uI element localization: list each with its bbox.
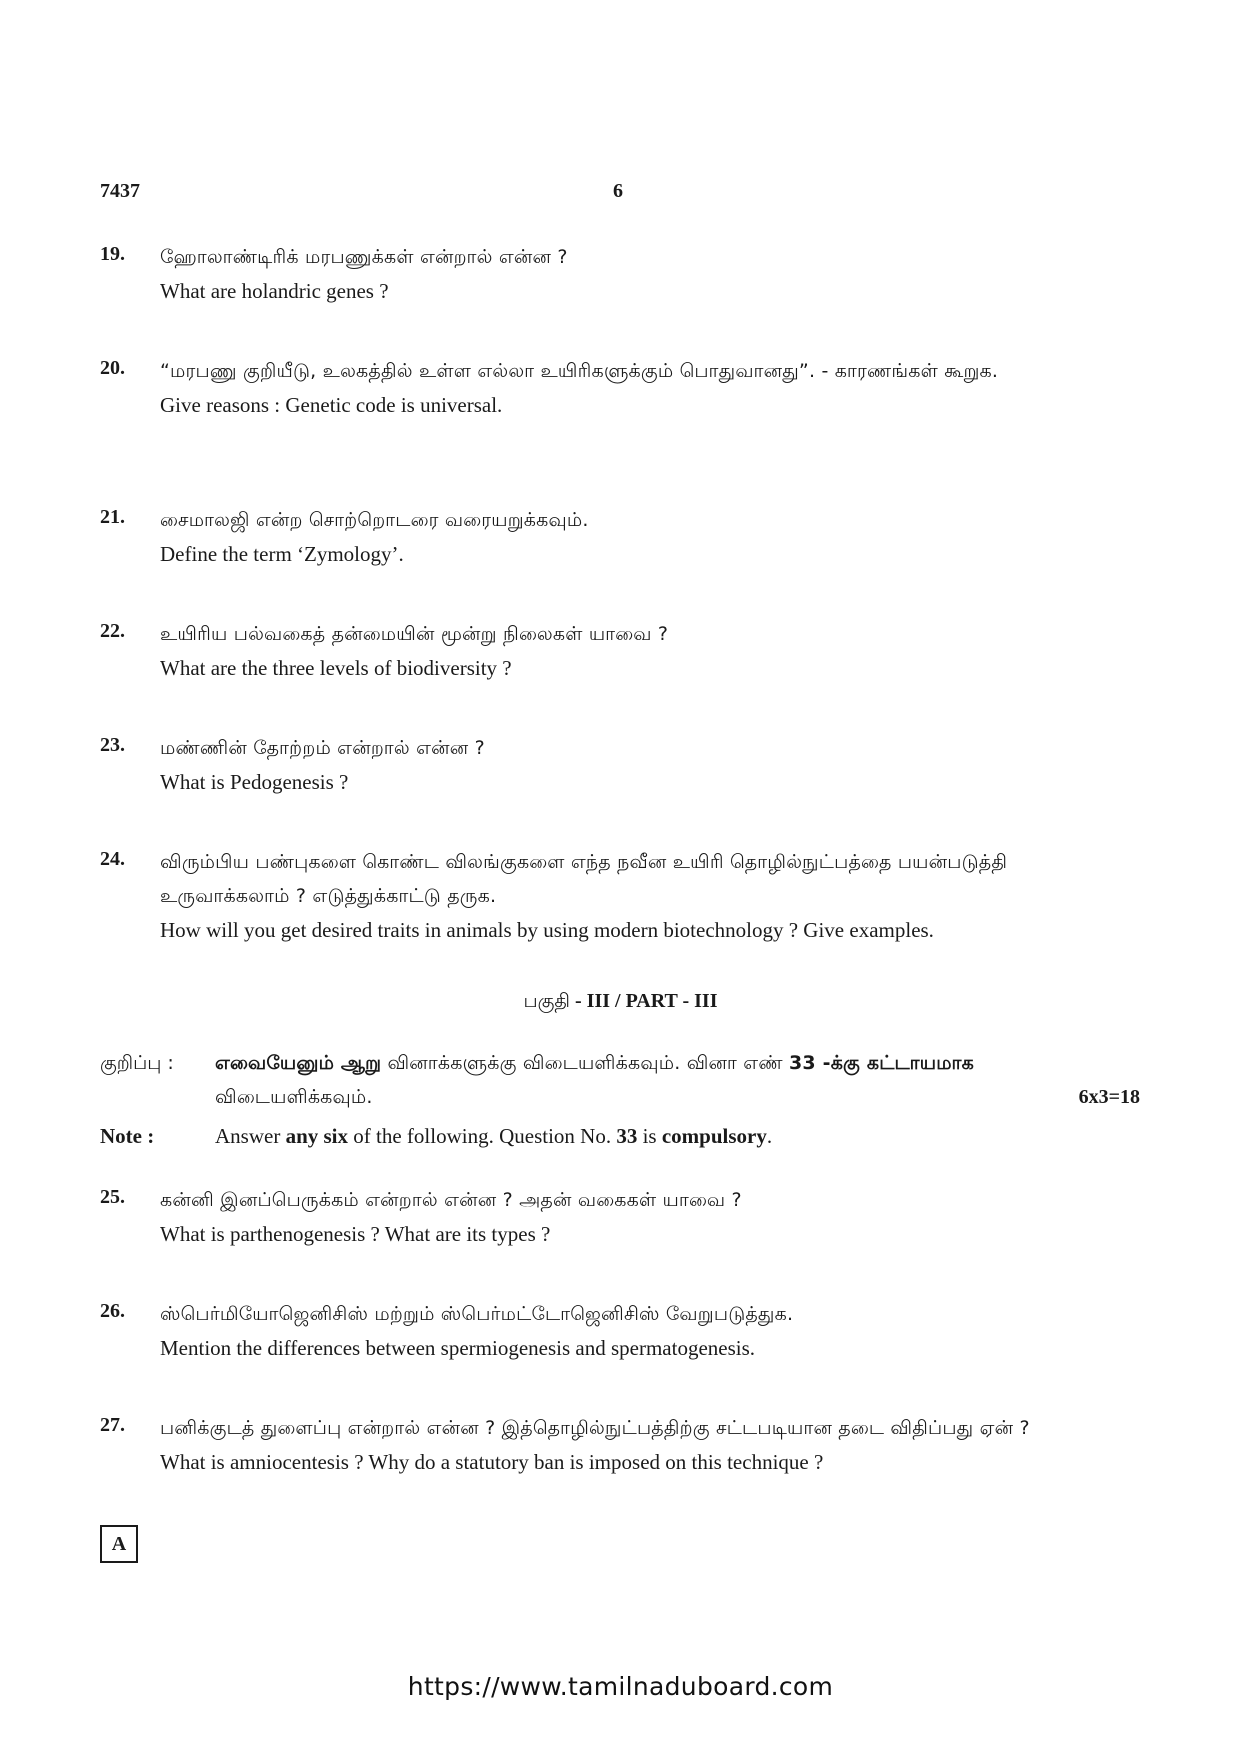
question-tamil: மண்ணின் தோற்றம் என்றால் என்ன ?: [160, 737, 485, 759]
question-english: What is parthenogenesis ? What are its types ?: [160, 1222, 551, 1246]
note-text: வினாக்களுக்கு விடையளிக்கவும். வினா எண்: [381, 1052, 789, 1074]
question-26: [100, 1297, 1140, 1365]
note-text: Answer: [215, 1124, 286, 1148]
question-english: Give reasons : Genetic code is universal.: [160, 393, 503, 417]
note-tamil: [100, 1046, 1140, 1114]
question-tamil: சைமாலஜி என்ற சொற்றொடரை வரையறுக்கவும்.: [160, 509, 589, 531]
question-english: Mention the differences between spermiogenesis and spermatogenesis.: [160, 1336, 756, 1360]
note-label-english: Note :: [100, 1124, 155, 1148]
question-tamil: “மரபணு குறியீடு, உலகத்தில் உள்ள எல்லா உயிரிகளுக்கும் பொதுவானது”. - காரணங்கள் கூறுக.: [160, 360, 999, 382]
question-number: 21.: [100, 506, 125, 528]
question-number: 25.: [100, 1186, 125, 1208]
page-number: 6: [613, 180, 623, 202]
note-text: .: [766, 1124, 773, 1148]
question-number: 20.: [100, 357, 125, 379]
question-english: Define the term ‘Zymology’.: [160, 542, 404, 566]
question-number: 22.: [100, 620, 125, 642]
question-tamil: ஸ்பெர்மியோஜெனிசிஸ் மற்றும் ஸ்பெர்மட்டோஜெனிசிஸ் வேறுபடுத்துக.: [160, 1303, 794, 1325]
question-english: What is Pedogenesis ?: [160, 770, 349, 794]
note-text: விடையளிக்கவும்.: [215, 1086, 373, 1108]
note-emphasis: any six: [285, 1124, 349, 1148]
note-label-tamil: குறிப்பு :: [100, 1052, 174, 1074]
question-20: [100, 354, 1140, 422]
note-text: is: [637, 1124, 662, 1148]
question-english: What are the three levels of biodiversity ?: [160, 656, 512, 680]
note-text: of the following. Question No.: [348, 1124, 617, 1148]
question-tamil: பனிக்குடத் துளைப்பு என்றால் என்ன ? இத்தொழில்நுட்பத்திற்கு சட்டபடியான தடை விதிப்பது ஏன் ?: [160, 1417, 1030, 1439]
question-number: 27.: [100, 1414, 125, 1436]
question-19: [100, 240, 1140, 308]
question-tamil: உயிரிய பல்வகைத் தன்மையின் மூன்று நிலைகள் யாவை ?: [160, 623, 669, 645]
note-emphasis: compulsory: [661, 1124, 767, 1148]
part-heading: [0, 990, 1241, 1015]
note-body-tamil: [215, 1046, 1035, 1114]
question-22: [100, 617, 1140, 685]
part-heading-english: - III / PART - III: [570, 990, 718, 1012]
question-number: 19.: [100, 243, 125, 265]
question-21: [100, 503, 1140, 571]
note-emphasis: 33: [616, 1124, 638, 1148]
part-heading-tamil: பகுதி: [523, 990, 570, 1012]
note-emphasis: எவையேனும் ஆறு: [215, 1052, 382, 1074]
footer-url[interactable]: https://www.tamilnaduboard.com: [407, 1672, 834, 1701]
question-tamil: கன்னி இனப்பெருக்கம் என்றால் என்ன ? அதன் வகைகள் யாவை ?: [160, 1189, 742, 1211]
question-number: 26.: [100, 1300, 125, 1322]
question-english: What are holandric genes ?: [160, 279, 389, 303]
note-emphasis: 33 -க்கு கட்டாயமாக: [788, 1052, 975, 1074]
booklet-letter-box: A: [100, 1525, 138, 1563]
question-english: What is amniocentesis ? Why do a statutory ban is imposed on this technique ?: [160, 1450, 824, 1474]
question-23: [100, 731, 1140, 799]
question-27: [100, 1411, 1140, 1479]
question-number: 24.: [100, 848, 125, 870]
note-english: [100, 1119, 1140, 1153]
paper-code: 7437: [100, 180, 140, 202]
marks-allocation: 6x3=18: [1078, 1086, 1140, 1108]
question-number: 23.: [100, 734, 125, 756]
question-25: [100, 1183, 1140, 1251]
question-english: How will you get desired traits in animals by using modern biotechnology ? Give examples.: [160, 918, 934, 942]
question-tamil: விரும்பிய பண்புகளை கொண்ட விலங்குகளை எந்த நவீன உயிரி தொழில்நுட்பத்தை பயன்படுத்தி உருவாக்கலாம் ? எடுத்துக்காட்டு தருக.: [160, 851, 1008, 907]
question-tamil: ஹோலாண்டிரிக் மரபணுக்கள் என்றால் என்ன ?: [160, 246, 568, 268]
question-24: [100, 845, 1140, 947]
